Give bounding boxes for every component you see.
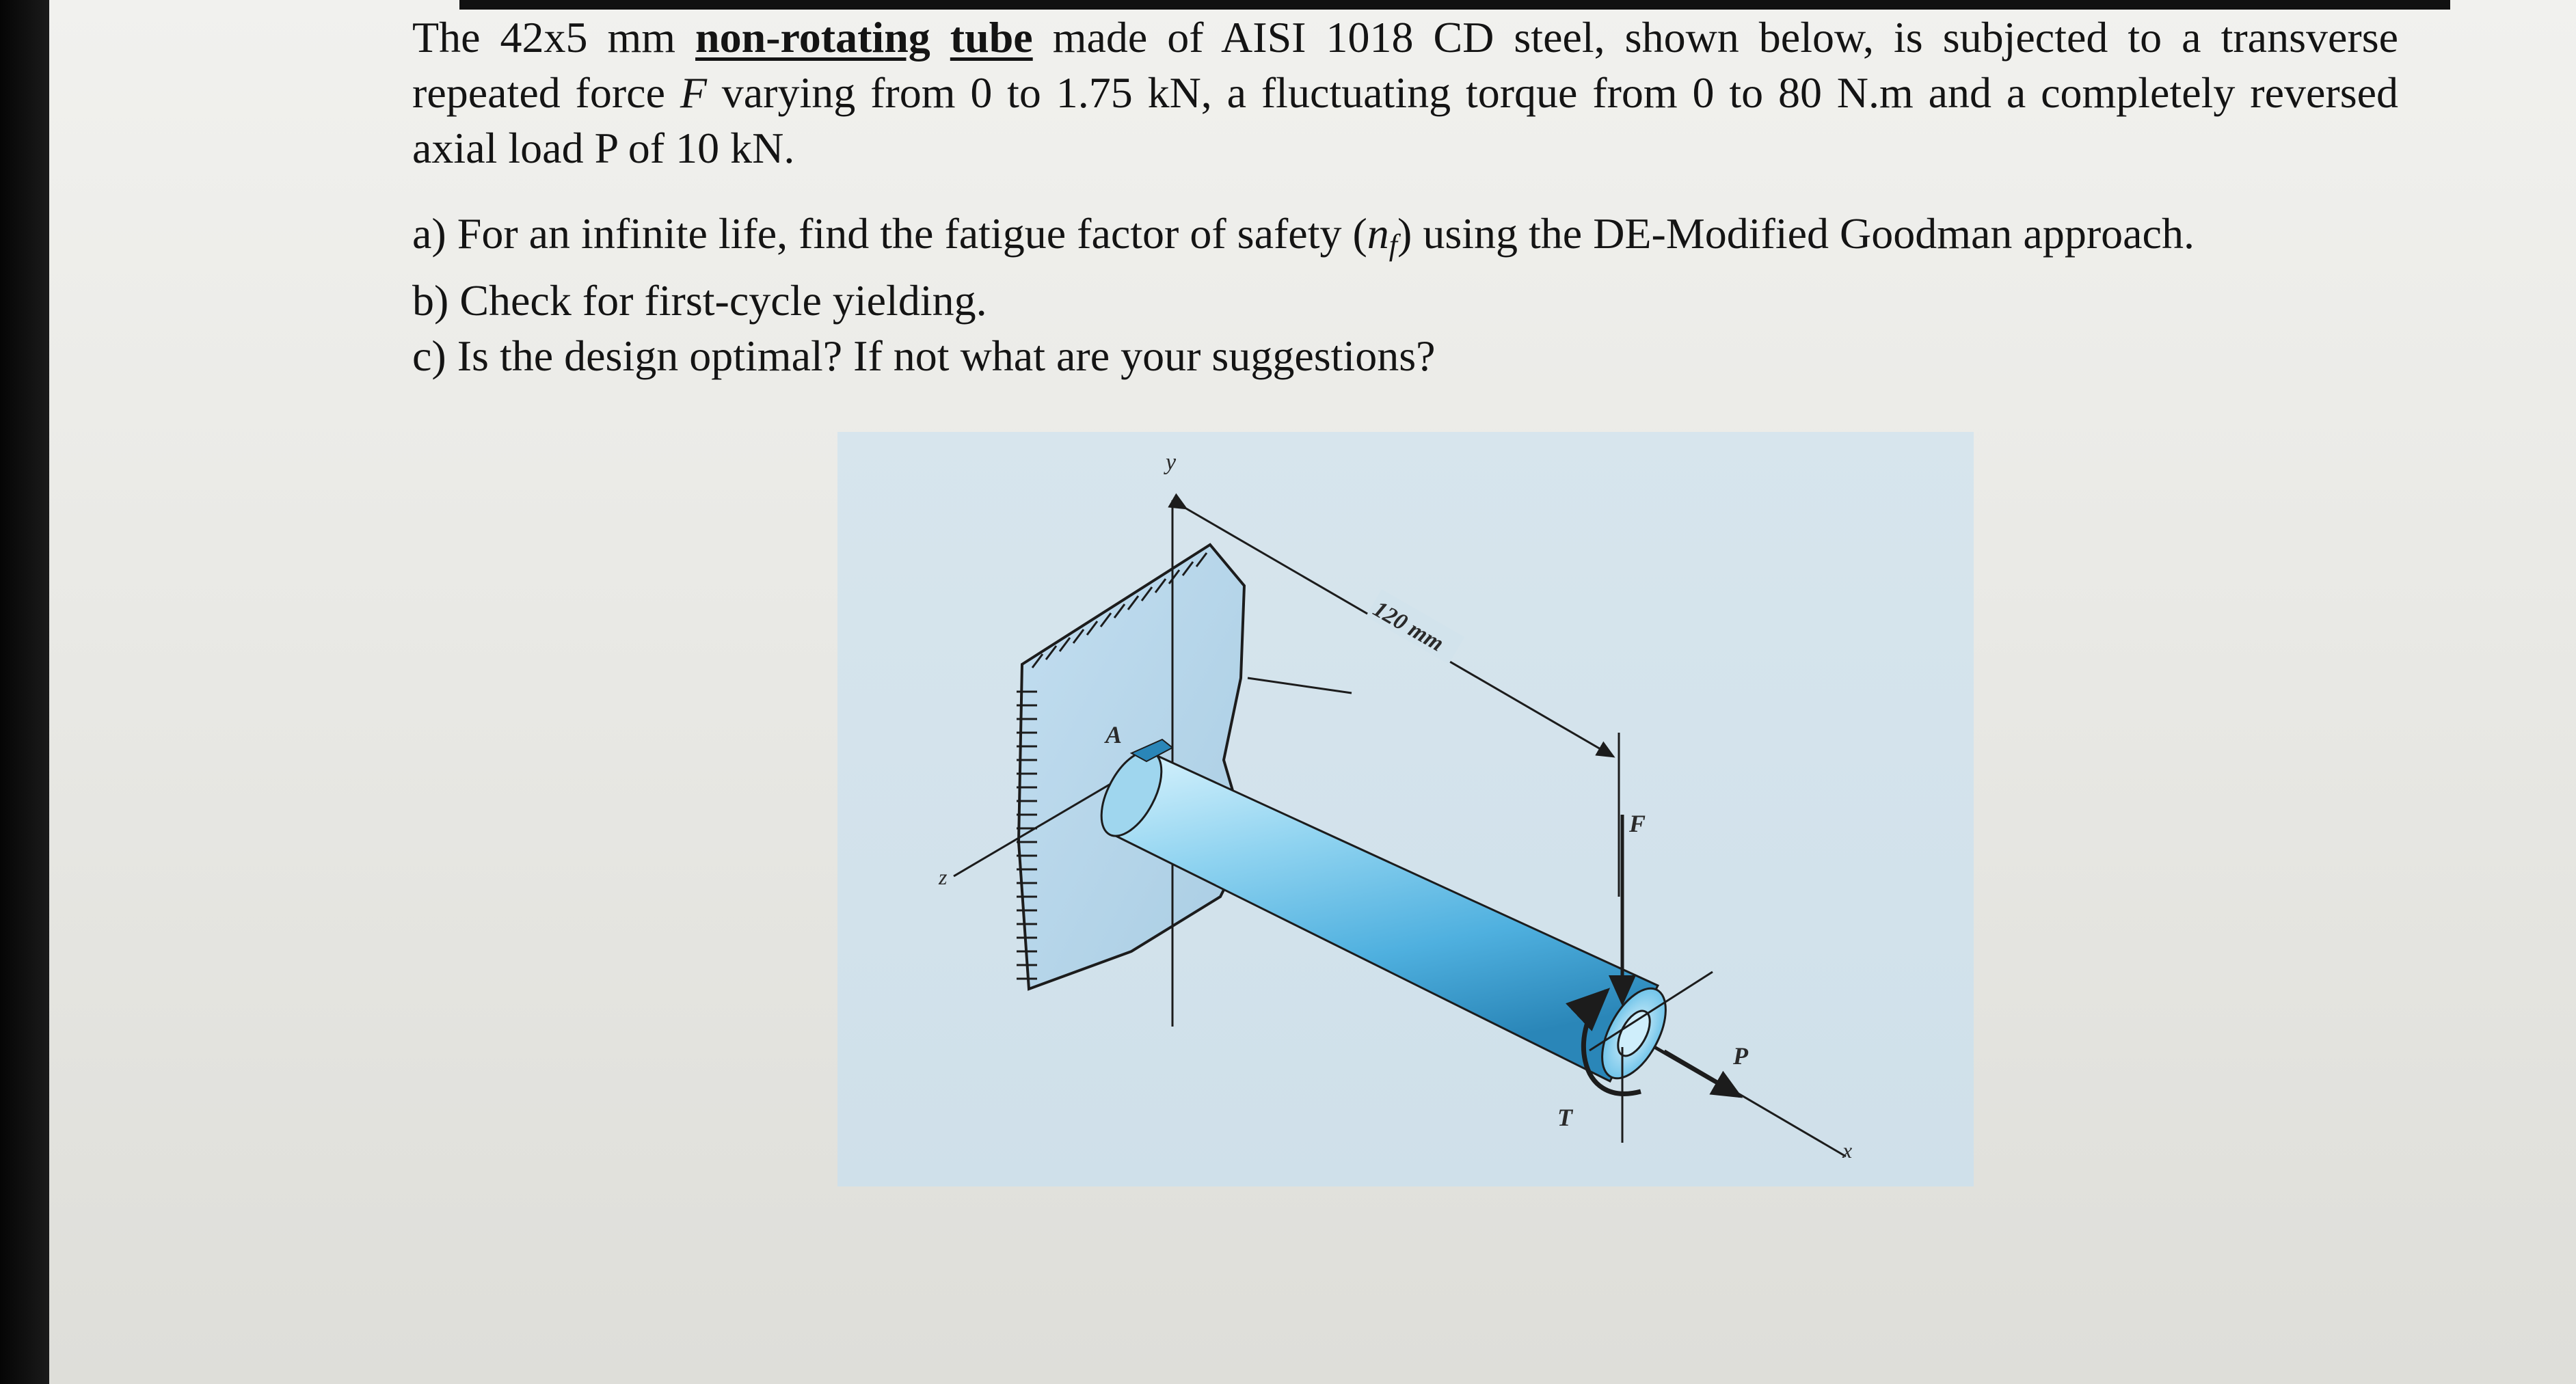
question-list bbox=[412, 206, 2398, 383]
x-axis bbox=[1665, 1050, 1846, 1156]
question-b: b) Check for first-cycle yielding. bbox=[412, 276, 987, 325]
screen-bezel bbox=[0, 0, 49, 1384]
label-y: y bbox=[1166, 450, 1177, 475]
problem-statement bbox=[412, 10, 2398, 383]
dimension-label: 120 mm bbox=[1369, 596, 1449, 657]
safety-factor-symbol: n bbox=[1367, 209, 1389, 258]
top-rule bbox=[459, 0, 2450, 10]
intro-text-1: The 42x5 mm bbox=[412, 13, 696, 62]
question-c: c) Is the design optimal? If not what are your suggestions? bbox=[412, 331, 1436, 380]
label-A: A bbox=[1105, 721, 1123, 748]
label-T: T bbox=[1557, 1104, 1572, 1131]
force-symbol: F bbox=[680, 68, 707, 117]
label-F: F bbox=[1629, 810, 1646, 837]
tube bbox=[1114, 752, 1658, 1081]
emphasis-tube: tube bbox=[950, 13, 1033, 62]
axial-load-arrow bbox=[1654, 1047, 1740, 1096]
label-z: z bbox=[939, 865, 948, 889]
label-x: x bbox=[1842, 1138, 1853, 1163]
intro-text-3: varying from 0 to 1.75 kN, a fluctuating torque from 0 to 80 N.m and a completely reversed axial load P of 10 kN. bbox=[412, 68, 2399, 172]
question-a-text: a) For an infinite life, find the fatigue factor of safety ( bbox=[412, 209, 1367, 258]
intro-text-2: made of AISI 1018 CD steel, shown below, is subjected to a transverse repeated force bbox=[412, 13, 2399, 117]
problem-intro bbox=[412, 10, 2398, 176]
question-a bbox=[412, 206, 2398, 273]
emphasis-non-rotating: non-rotating bbox=[695, 13, 930, 62]
question-a-text-end: ) using the DE-Modified Goodman approach. bbox=[1397, 209, 2195, 258]
label-P: P bbox=[1733, 1042, 1748, 1070]
safety-factor-subscript: f bbox=[1388, 228, 1398, 262]
tube-diagram-svg bbox=[837, 432, 1974, 1186]
wall-reference-line bbox=[1248, 678, 1352, 693]
tube-diagram bbox=[837, 432, 1974, 1186]
